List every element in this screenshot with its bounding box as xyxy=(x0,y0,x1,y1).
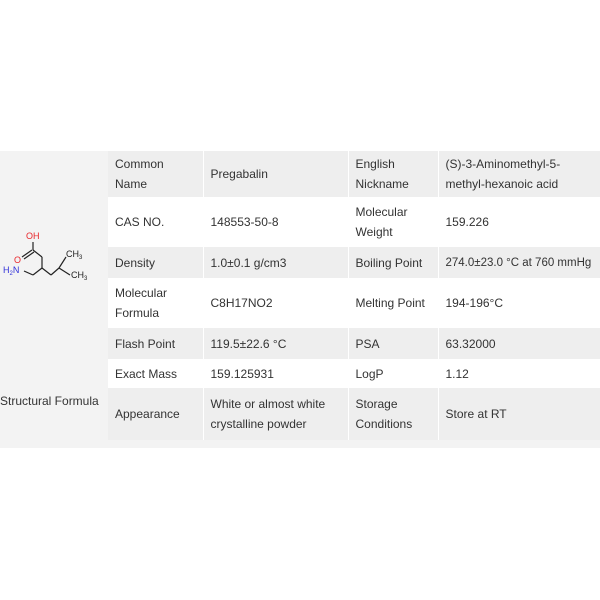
atom-h2n-label xyxy=(3,265,19,277)
bond-c1-c2 xyxy=(33,250,42,257)
key-common-name: Common Name xyxy=(108,151,203,197)
bond-ch2-n xyxy=(24,271,33,275)
atom-oh-label: OH xyxy=(26,231,40,241)
structure-cell xyxy=(0,151,108,440)
value-boiling-point: 274.0±23.0 °C at 760 mmHg xyxy=(438,247,600,278)
bond-c1-o-double-b xyxy=(24,252,34,259)
properties-table-wrapper xyxy=(0,151,600,448)
ch3-top-subscript: 3 xyxy=(79,255,83,261)
key-storage-conditions: Storage Conditions xyxy=(348,388,438,440)
key-flash-point: Flash Point xyxy=(108,328,203,359)
value-storage-conditions: Store at RT xyxy=(438,388,600,440)
bond-c3-c4 xyxy=(42,268,51,275)
ch3-top-text: CH xyxy=(66,249,79,259)
key-english-nickname: English Nickname xyxy=(348,151,438,197)
table-bottom-strip xyxy=(0,440,600,448)
key-appearance: Appearance xyxy=(108,388,203,440)
bond-c5-ch3bottom xyxy=(59,268,70,275)
key-density: Density xyxy=(108,247,203,278)
value-logp: 1.12 xyxy=(438,359,600,388)
h2n-n-text: N xyxy=(12,265,20,275)
value-molecular-weight: 159.226 xyxy=(438,197,600,247)
key-molecular-weight: Molecular Weight xyxy=(348,197,438,247)
properties-table xyxy=(0,151,600,440)
bond-c1-o-double-a xyxy=(22,250,32,257)
key-melting-point: Melting Point xyxy=(348,278,438,328)
value-exact-mass: 159.125931 xyxy=(203,359,348,388)
key-logp: LogP xyxy=(348,359,438,388)
key-cas-no: CAS NO. xyxy=(108,197,203,247)
h2n-subscript: 2 xyxy=(9,271,13,277)
value-cas-no: 148553-50-8 xyxy=(203,197,348,247)
value-common-name: Pregabalin xyxy=(203,151,348,197)
key-exact-mass: Exact Mass xyxy=(108,359,203,388)
table-row xyxy=(0,151,600,197)
value-psa: 63.32000 xyxy=(438,328,600,359)
bond-c4-c5 xyxy=(51,268,59,275)
molecule-diagram xyxy=(0,151,108,359)
value-density: 1.0±0.1 g/cm3 xyxy=(203,247,348,278)
key-molecular-formula: Molecular Formula xyxy=(108,278,203,328)
bond-c3-ch2 xyxy=(33,268,42,275)
key-boiling-point: Boiling Point xyxy=(348,247,438,278)
h2n-h-text: H xyxy=(3,265,10,275)
atom-o-label: O xyxy=(14,255,22,265)
structural-formula-label: Structural Formula xyxy=(0,394,99,408)
value-flash-point: 119.5±22.6 °C xyxy=(203,328,348,359)
ch3-bottom-text: CH xyxy=(71,270,84,280)
key-psa: PSA xyxy=(348,328,438,359)
value-appearance: White or almost white crystalline powder xyxy=(203,388,348,440)
value-molecular-formula: C8H17NO2 xyxy=(203,278,348,328)
bond-c5-ch3top xyxy=(59,257,66,268)
molecule-svg xyxy=(0,151,108,359)
value-melting-point: 194-196°C xyxy=(438,278,600,328)
value-english-nickname: (S)-3-Aminomethyl-5-methyl-hexanoic acid xyxy=(438,151,600,197)
bond-lines xyxy=(22,242,70,275)
atom-ch3-bottom-label xyxy=(71,270,88,282)
atom-ch3-top-label xyxy=(66,249,83,261)
ch3-bottom-subscript: 3 xyxy=(84,276,88,282)
